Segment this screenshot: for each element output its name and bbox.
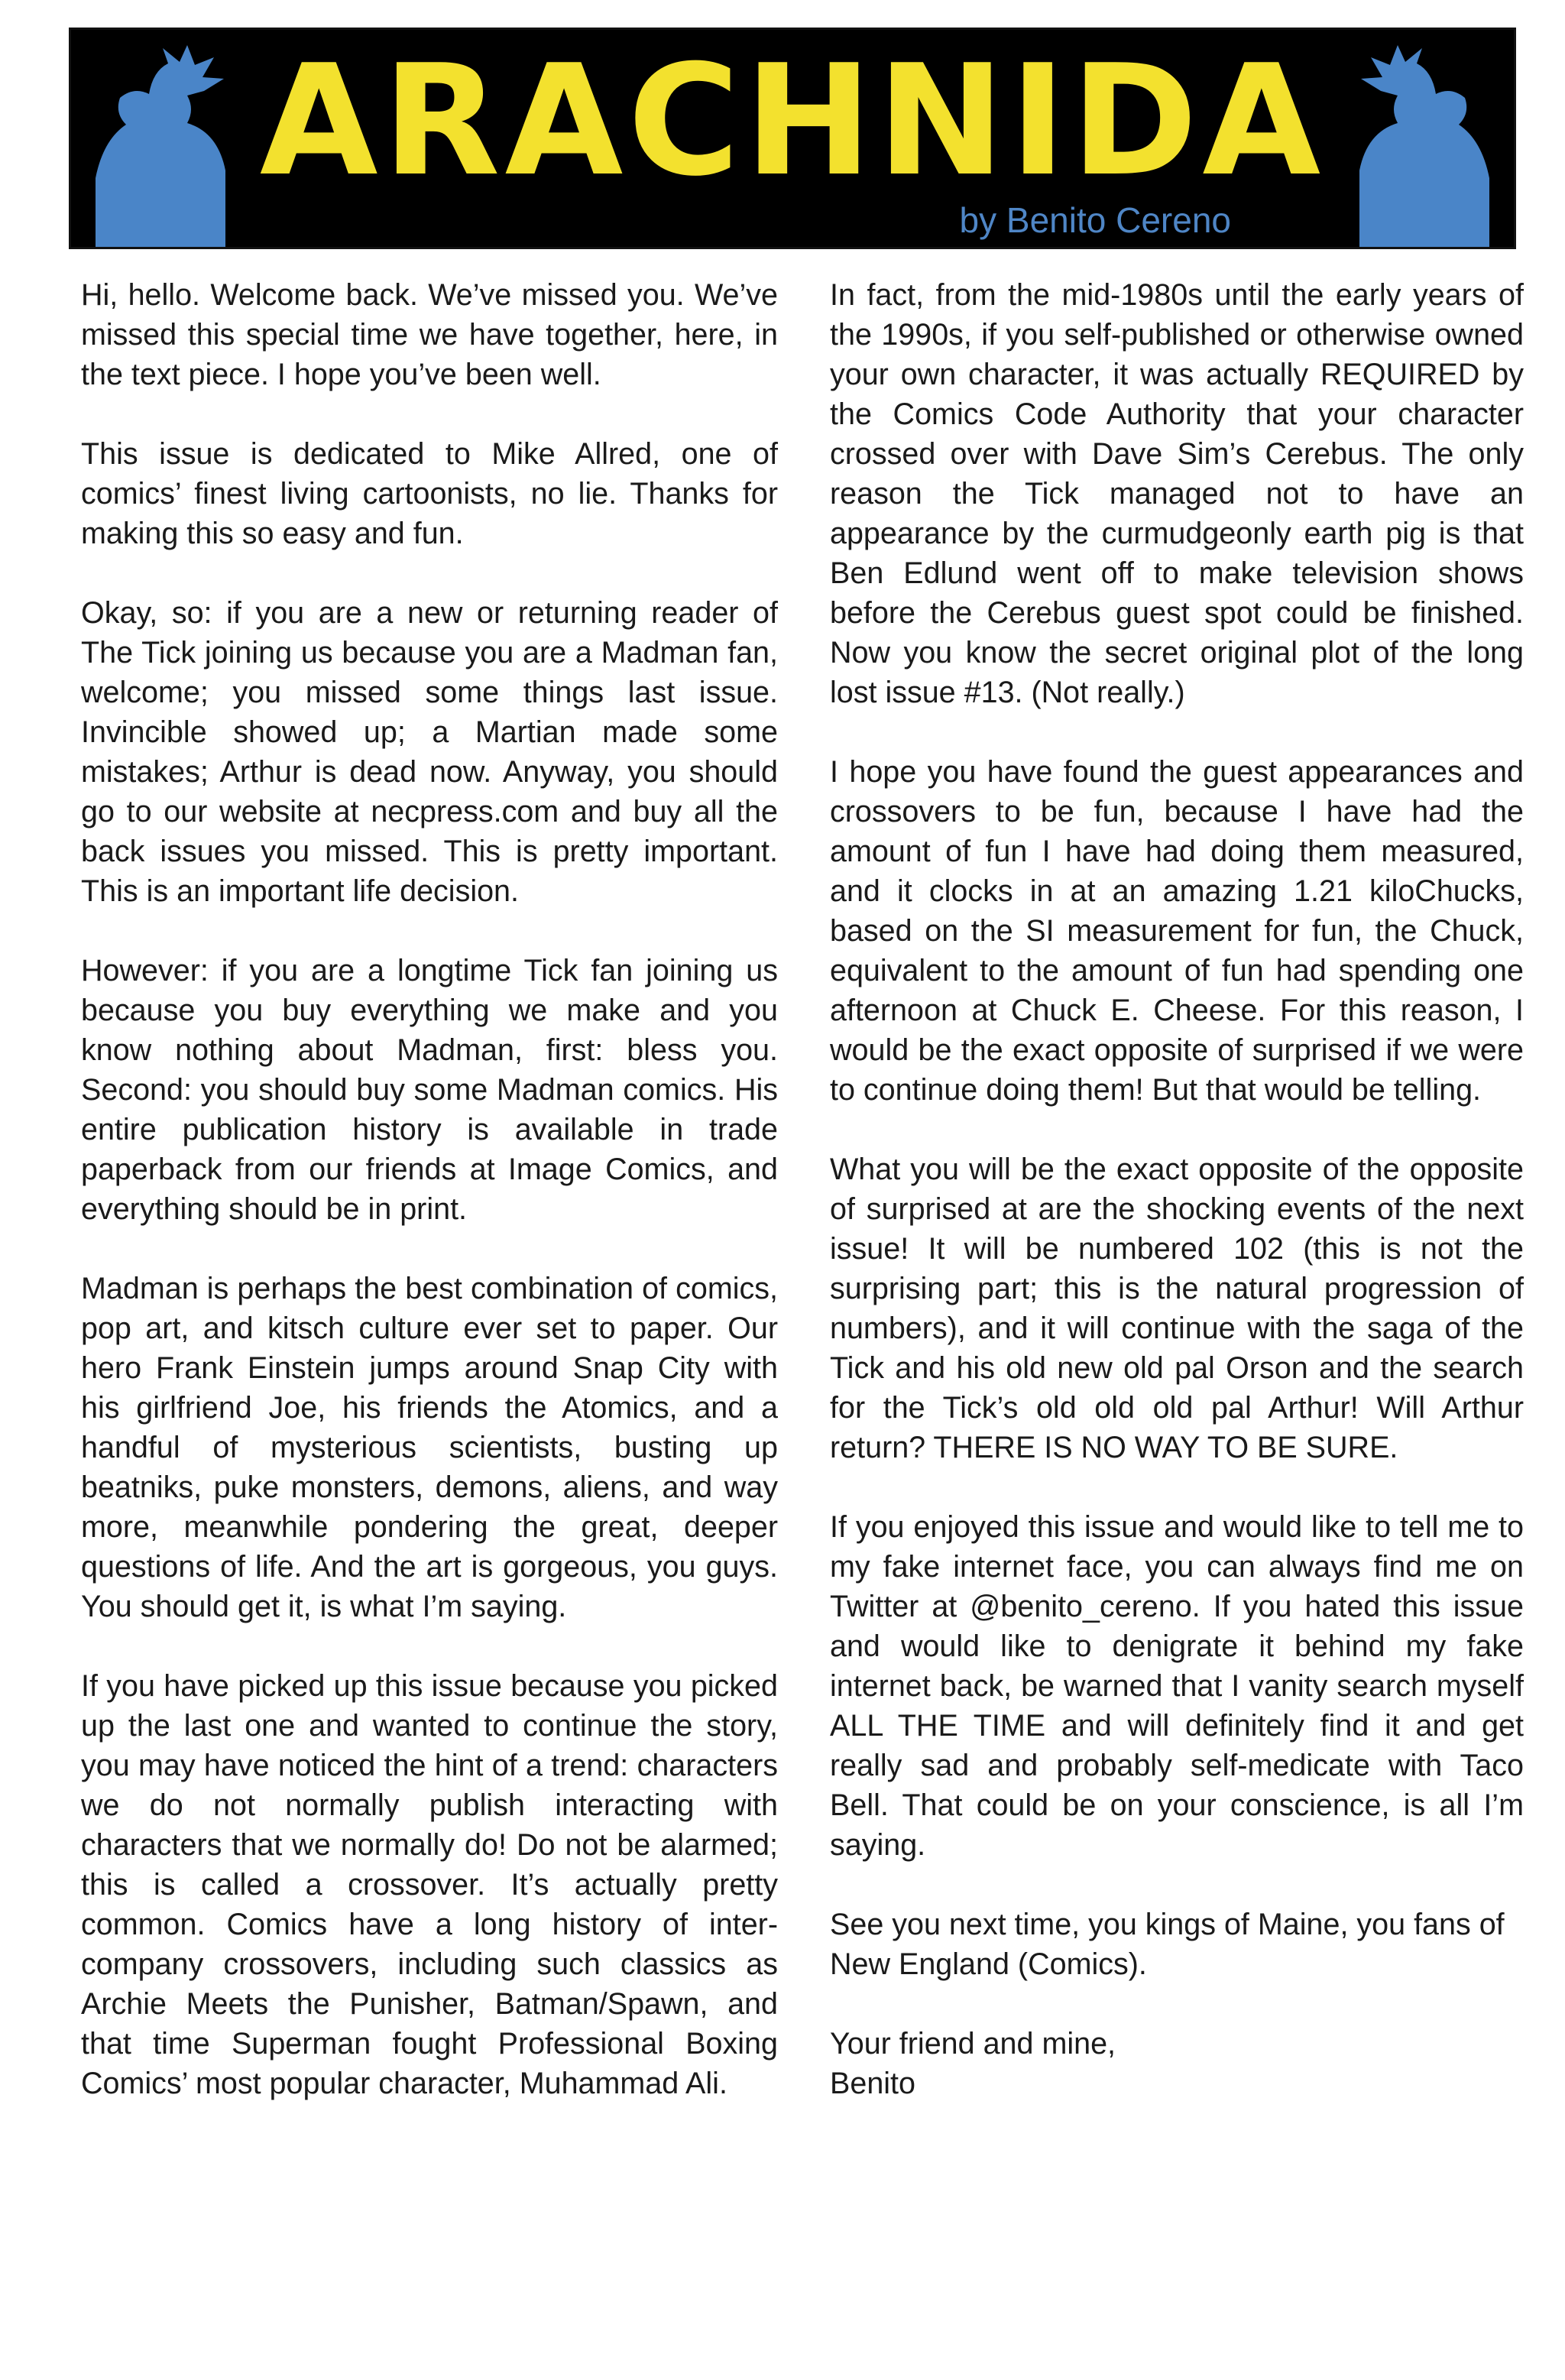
header-banner [69, 28, 1516, 249]
page-title: ARACHNIDA [259, 32, 1326, 210]
left-column [81, 275, 778, 2143]
paragraph: Okay, so: if you are a new or returning reader of The Tick joining us because you are a Madman fan, welcome; you missed some things last issue. Invincible showed up; a Martian made some mistakes; Arthur is dead now. Anyway, you should go to our website at necpress.com and buy all the back issues you missed. This is pretty important. This is an important life decision. [81, 596, 778, 908]
paragraph: In fact, from the mid-1980s until the early years of the 1990s, if you self-published or otherwise owned your own character, it was actually REQUIRED by the Comics Code Authority that your character crossed over with Dave Sim’s Cerebus. The only reason the Tick managed not to have an appearance by the curmudgeonly earth pig is that Ben Edlund went off to make television shows before the Cerebus guest spot could be finished. Now you know the secret original plot of the long lost issue #13. (Not really.) [830, 278, 1524, 709]
paragraph: Madman is perhaps the best combination of comics, pop art, and kitsch culture ever set to paper. Our hero Frank Einstein jumps around Snap City with his girlfriend Joe, his friends the Atomics, and a handful of mysterious scientists, busting up beatniks, puke monsters, demons, aliens, and way more, meanwhile pondering the great, deeper questions of life. And the art is gorgeous, you guys. You should get it, is what I’m saying. [81, 1272, 778, 1623]
byline: by Benito Cereno [959, 200, 1231, 240]
paragraph: However: if you are a longtime Tick fan joining us because you buy everything we make and you know nothing about Madman, first: bless you. Second: you should buy some Madman comics. His entire publication history is available in trade paperback from our friends at Image Comics, and everything should be in print. [81, 954, 778, 1226]
paragraph: I hope you have found the guest appearances and crossovers to be fun, because I have had the amount of fun I have had doing them measured, and it clocks in at an amazing 1.21 kiloChucks, based on the SI measurement for fun, the Chuck, equivalent to the amount of fun had spending one afternoon at Chuck E. Cheese. For this reason, I would be the exact opposite of surprised if we were to continue doing them! But that would be telling. [830, 755, 1524, 1107]
paragraph: See you next time, you kings of Maine, you fans of New England (Comics). [830, 1908, 1505, 1981]
paragraph: If you have picked up this issue because you picked up the last one and wanted to continue the story, you may have noticed the hint of a trend: characters we do not normally publish interacting with characters that we normally do! Do not be alarmed; this is called a crossover. It’s actually pretty common. Comics have a long history of inter-company crossovers, including such classics as Archie Meets the Punisher, Batman/Spawn, and that time Superman fought Professional Boxing Comics’ most popular character, Muhammad Ali. [81, 1669, 778, 2100]
paragraph: What you will be the exact opposite of the opposite of surprised at are the shocking events of the next issue! It will be numbered 102 (this is not the surprising part; this is the natural progression of numbers), and it will continue with the saga of the Tick and his old new old pal Orson and the search for the Tick’s old old old pal Arthur! Will Arthur return? THERE IS NO WAY TO BE SURE. [830, 1153, 1524, 1464]
signoff-line: Your friend and mine, [830, 2027, 1116, 2061]
paragraph: Hi, hello. Welcome back. We’ve missed you. We’ve missed this special time we have together, here, in the text piece. I hope you’ve been well. [81, 278, 778, 391]
right-column [830, 275, 1524, 2103]
paragraph: This issue is dedicated to Mike Allred, one of comics’ finest living cartoonists, no lie. Thanks for making this so easy and fun. [81, 437, 778, 550]
silhouette-icon [1337, 41, 1512, 249]
signature: Benito [830, 2067, 916, 2100]
paragraph: If you enjoyed this issue and would like to tell me to my fake internet face, you can always find me on Twitter at @benito_cereno. If you hated this issue and would like to denigrate it behind my fake internet back, be warned that I vanity search myself ALL THE TIME and will definitely find it and get really sad and probably self-medicate with Taco Bell. That could be on your conscience, is all I’m saying. [830, 1510, 1524, 1862]
